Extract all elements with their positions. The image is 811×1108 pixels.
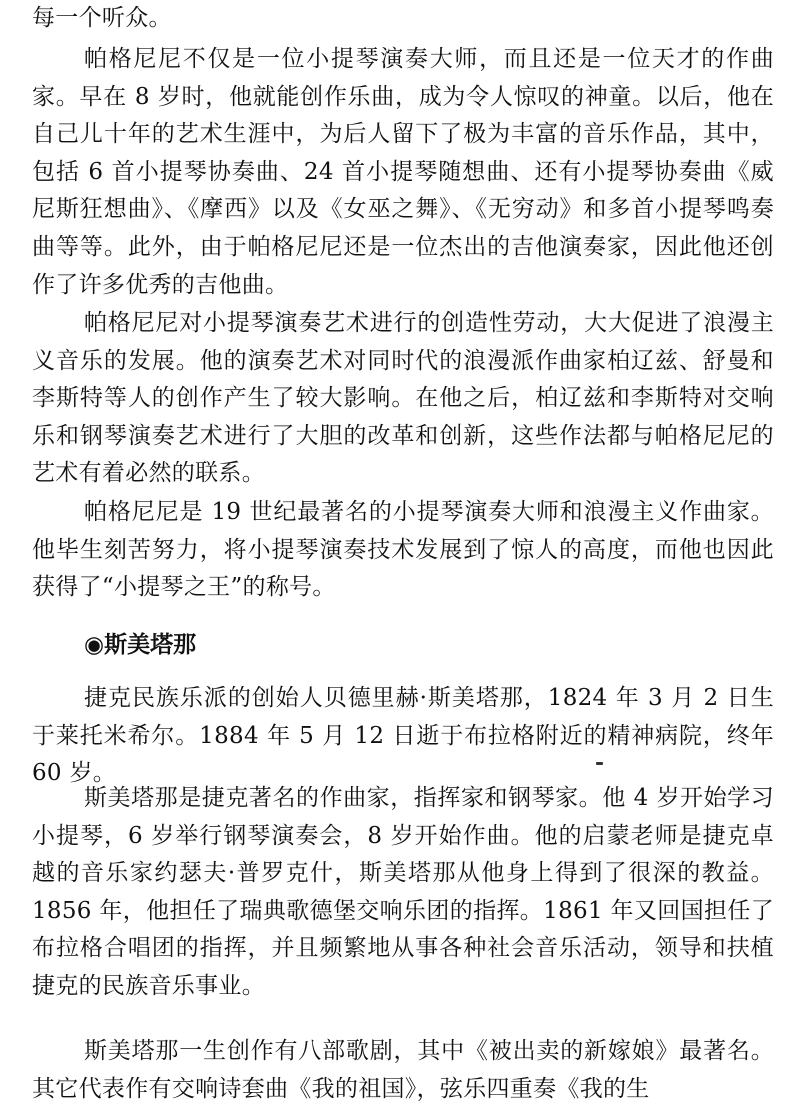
scan-speck [596,762,603,765]
bullet-icon: ◉ [84,632,105,658]
section-title: 斯美塔那 [104,632,197,658]
paragraph-smetana-career: 斯美塔那是捷克著名的作曲家，指挥家和钢琴家。他 4 岁开始学习小提琴，6 岁举行钢琴演奏会，8 岁开始作曲。他的启蒙老师是捷克卓越的音乐家约瑟夫·普罗克什，斯美塔那从他身上得到了很深的教益。1856 年，他担任了瑞典歌德堡交响乐团的指挥。1861 年又回国担任了布拉格合唱团的指挥，并且频繁地从事各种社会音乐活动，领导和扶植捷克的民族音乐事业。 [32,785,774,999]
paragraph-smetana-bio: 捷克民族乐派的创始人贝德里赫·斯美塔那，1824 年 3 月 2 日生于莱托米希尔。1884 年 5 月 12 日逝于布拉格附近的精神病院，终年 60 岁。 [32,685,774,787]
paragraph-continuation: 每一个听众。 [32,5,172,31]
paragraph-paganini-influence: 帕格尼尼对小提琴演奏艺术进行的创造性劳动，大大促进了浪漫主义音乐的发展。他的演奏艺术对同时代的浪漫派作曲家柏辽兹、舒曼和李斯特等人的创作产生了较大影响。在他之后，柏辽兹和李斯特对交响乐和钢琴演奏艺术进行了大胆的改革和创新，这些作法都与帕格尼尼的艺术有着必然的联系。 [32,310,774,487]
paragraph-paganini-composer: 帕格尼尼不仅是一位小提琴演奏大师，而且还是一位天才的作曲家。早在 8 岁时，他就能创作乐曲，成为令人惊叹的神童。以后，他在自己儿十年的艺术生涯中，为后人留下了极为丰富的音乐作品，其中，包括 6 首小提琴协奏曲、24 首小提琴随想曲、还有小提琴协奏曲《威尼斯狂想曲》、《摩西》以及《女巫之舞》、《无穷动》和多首小提琴鸣奏曲等等。此外，由于帕格尼尼还是一位杰出的吉他演奏家，因此他还创作了许多优秀的吉他曲。 [32,46,774,298]
paragraph-smetana-works: 斯美塔那一生创作有八部歌剧，其中《被出卖的新嫁娘》最著名。其它代表作有交响诗套曲《我的祖国》，弦乐四重奏《我的生 [32,1038,774,1102]
paragraph-paganini-summary: 帕格尼尼是 19 世纪最著名的小提琴演奏大师和浪漫主义作曲家。他毕生刻苦努力，将小提琴演奏技术发展到了惊人的高度，而他也因此获得了“小提琴之王”的称号。 [32,499,774,601]
section-heading [84,627,196,665]
